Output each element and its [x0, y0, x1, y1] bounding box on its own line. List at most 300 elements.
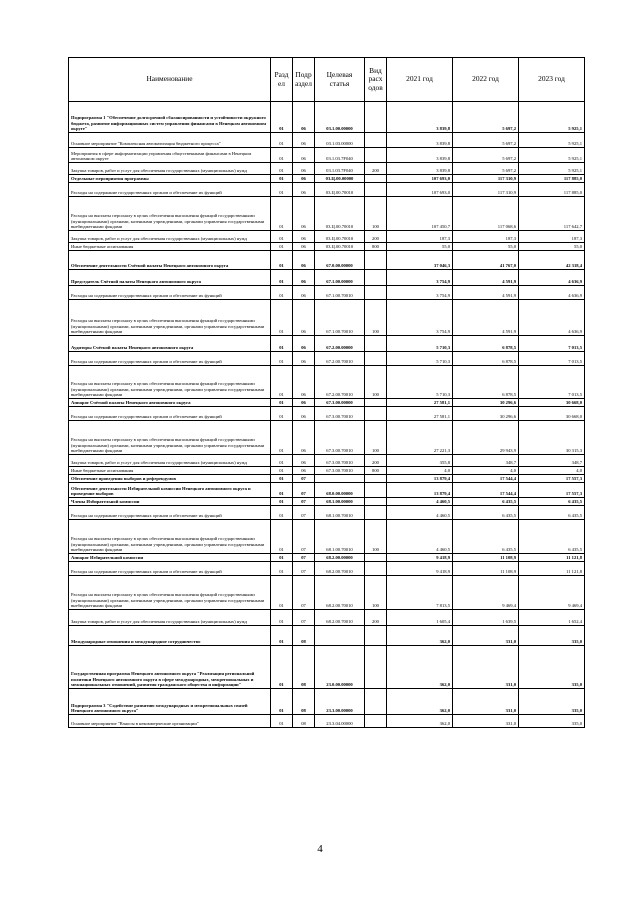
cell-name: Международные отношения и международное сотрудничество — [69, 626, 271, 646]
cell-subsection: 07 — [293, 498, 315, 506]
cell-subsection: 06 — [293, 421, 315, 455]
cell-subsection: 06 — [293, 197, 315, 231]
cell-name: Закупка товаров, работ и услуг для обеспечения государственных (муниципальных) нужд — [69, 610, 271, 626]
cell-2021: 187,3 — [387, 231, 453, 243]
table-row — [69, 197, 585, 231]
cell-2022: 4 591,9 — [453, 270, 519, 286]
cell-2023: 335,0 — [519, 715, 585, 728]
header-2022: 2022 год — [453, 58, 519, 102]
cell-expense-type — [365, 352, 387, 366]
cell-expense-type: 200 — [365, 455, 387, 467]
table-row — [69, 689, 585, 715]
cell-section: 01 — [271, 455, 293, 467]
cell-expense-type — [365, 102, 387, 133]
cell-section: 01 — [271, 270, 293, 286]
cell-name: Расходы на выплаты персоналу в целях обеспечения выполнения функций государственными (муниципальными) органами, казенными учреждениями, органами управления государственными внебюджетными фондами — [69, 520, 271, 554]
cell-name: Расходы на выплаты персоналу в целях обеспечения выполнения функций государственными (муниципальными) органами, казенными учреждениями, органами управления государственными внебюджетными фондами — [69, 366, 271, 399]
table-row — [69, 562, 585, 576]
cell-2021: 107 693,0 — [387, 183, 453, 197]
cell-2022: 5 697,2 — [453, 148, 519, 163]
cell-target-article: 23.3.04.00000 — [315, 715, 365, 728]
cell-2022: 17 544,4 — [453, 475, 519, 483]
cell-section: 01 — [271, 251, 293, 270]
cell-target-article: 03.Ц.00.70010 — [315, 183, 365, 197]
cell-2021: 3 839,8 — [387, 148, 453, 163]
cell-2023: 30 315,3 — [519, 421, 585, 455]
cell-subsection: 07 — [293, 475, 315, 483]
cell-2022: 117 068,6 — [453, 197, 519, 231]
cell-target-article — [315, 475, 365, 483]
cell-subsection: 06 — [293, 336, 315, 352]
cell-name: Закупка товаров, работ и услуг для обеспечения государственных (муниципальных) нужд — [69, 231, 271, 243]
cell-section: 01 — [271, 336, 293, 352]
cell-2022: 6 878,5 — [453, 336, 519, 352]
cell-expense-type — [365, 562, 387, 576]
cell-name: Расходы на содержание государственных органов и обеспечение их функций — [69, 352, 271, 366]
table-row — [69, 133, 585, 148]
table-row — [69, 626, 585, 646]
cell-2023: 5 925,1 — [519, 133, 585, 148]
table-header-row — [69, 58, 585, 102]
cell-section: 01 — [271, 506, 293, 520]
table-row — [69, 455, 585, 467]
cell-target-article: 67.3.00.00000 — [315, 399, 365, 407]
cell-target-article: 67.3.00.70010 — [315, 455, 365, 467]
cell-2022: 5 697,2 — [453, 102, 519, 133]
cell-expense-type — [365, 498, 387, 506]
cell-expense-type — [365, 407, 387, 421]
cell-2022: 41 767,0 — [453, 251, 519, 270]
cell-name: Основное мероприятие "Взносы в некоммерческие организации" — [69, 715, 271, 728]
cell-2022: 4 591,9 — [453, 300, 519, 336]
header-2021: 2021 год — [387, 58, 453, 102]
table-row — [69, 336, 585, 352]
cell-2022: 9 469,4 — [453, 576, 519, 610]
cell-target-article: 23.3.00.00000 — [315, 689, 365, 715]
table-row — [69, 498, 585, 506]
cell-target-article: 67.1.00.70010 — [315, 286, 365, 300]
cell-expense-type: 800 — [365, 467, 387, 475]
cell-subsection: 06 — [293, 407, 315, 421]
cell-2022: 117 310,9 — [453, 183, 519, 197]
cell-subsection: 06 — [293, 399, 315, 407]
cell-2022: 4,0 — [453, 467, 519, 475]
cell-subsection: 06 — [293, 467, 315, 475]
cell-subsection: 06 — [293, 102, 315, 133]
cell-2021: 27 221,3 — [387, 421, 453, 455]
table-row — [69, 163, 585, 175]
cell-2022: 29 943,9 — [453, 421, 519, 455]
table-row — [69, 148, 585, 163]
cell-2022: 5 697,2 — [453, 163, 519, 175]
cell-target-article: 68.2.00.00000 — [315, 554, 365, 562]
cell-subsection: 07 — [293, 520, 315, 554]
cell-subsection: 07 — [293, 562, 315, 576]
cell-2021: 5 710,3 — [387, 336, 453, 352]
cell-name: Государственная программа Ненецкого автономного округа "Реализация региональной политики Ненецкого автономного округа в сфере международных, межрегиональных и межнациональных отношений, развития гражданского общества и информации" — [69, 646, 271, 689]
cell-2022: 55,0 — [453, 243, 519, 251]
cell-2022: 331,0 — [453, 626, 519, 646]
cell-2023: 6 435,5 — [519, 498, 585, 506]
cell-2021: 4 460,5 — [387, 520, 453, 554]
cell-expense-type — [365, 183, 387, 197]
cell-subsection: 07 — [293, 610, 315, 626]
table-row — [69, 506, 585, 520]
cell-target-article: 67.2.00.70010 — [315, 352, 365, 366]
cell-section: 01 — [271, 183, 293, 197]
cell-2023: 1 652,4 — [519, 610, 585, 626]
cell-subsection: 08 — [293, 689, 315, 715]
cell-target-article: 03.Ц.00.70010 — [315, 231, 365, 243]
cell-name: Подпрограмма 1 "Обеспечение долгосрочной сбалансированности и устойчивости окружного бюджета, развитие информационных систем управления финансами в Ненецком автономном округе" — [69, 102, 271, 133]
cell-2021: 362,0 — [387, 689, 453, 715]
cell-section: 01 — [271, 421, 293, 455]
cell-section: 01 — [271, 197, 293, 231]
cell-name: Подпрограмма 3 "Содействие развитию международных и межрегиональных связей Ненецкого автономного округа" — [69, 689, 271, 715]
cell-target-article: 03.1.03.7F040 — [315, 148, 365, 163]
header-target-article: Целевая статья — [315, 58, 365, 102]
cell-target-article: 68.1.00.70010 — [315, 506, 365, 520]
cell-2021: 3 839,8 — [387, 133, 453, 148]
cell-2023: 5 925,1 — [519, 148, 585, 163]
cell-target-article: 68.2.00.70010 — [315, 576, 365, 610]
cell-expense-type: 100 — [365, 366, 387, 399]
cell-subsection: 06 — [293, 243, 315, 251]
cell-subsection: 06 — [293, 133, 315, 148]
cell-2022: 6 435,5 — [453, 520, 519, 554]
cell-name: Расходы на содержание государственных органов и обеспечение их функций — [69, 183, 271, 197]
cell-2021: 3 839,8 — [387, 102, 453, 133]
cell-section: 01 — [271, 366, 293, 399]
cell-name: Основное мероприятие "Комплексная автоматизация бюджетного процесса" — [69, 133, 271, 148]
cell-name: Расходы на выплаты персоналу в целях обеспечения выполнения функций государственными (муниципальными) органами, казенными учреждениями, органами управления государственными внебюджетными фондами — [69, 576, 271, 610]
header-name: Наименование — [69, 58, 271, 102]
table-row — [69, 231, 585, 243]
cell-expense-type: 100 — [365, 576, 387, 610]
cell-2021: 362,0 — [387, 626, 453, 646]
table-row — [69, 251, 585, 270]
cell-2022: 331,0 — [453, 715, 519, 728]
page-number: 4 — [317, 843, 323, 855]
cell-section: 01 — [271, 475, 293, 483]
cell-name: Расходы на содержание государственных органов и обеспечение их функций — [69, 407, 271, 421]
cell-name: Закупка товаров, работ и услуг для обеспечения государственных (муниципальных) нужд — [69, 455, 271, 467]
cell-section: 01 — [271, 562, 293, 576]
cell-subsection: 07 — [293, 576, 315, 610]
cell-expense-type — [365, 286, 387, 300]
cell-name: Иные бюджетные ассигнования — [69, 467, 271, 475]
cell-section: 01 — [271, 483, 293, 498]
cell-subsection: 06 — [293, 163, 315, 175]
cell-expense-type: 100 — [365, 300, 387, 336]
cell-2021: 9 418,9 — [387, 562, 453, 576]
header-2023: 2023 год — [519, 58, 585, 102]
cell-expense-type: 100 — [365, 520, 387, 554]
cell-2023: 117 885,0 — [519, 175, 585, 183]
cell-2023: 4,0 — [519, 467, 585, 475]
cell-2023: 6 435,5 — [519, 520, 585, 554]
cell-target-article: 23.0.00.00000 — [315, 646, 365, 689]
cell-target-article: 67.1.00.00000 — [315, 270, 365, 286]
cell-section: 01 — [271, 148, 293, 163]
cell-name: Расходы на выплаты персоналу в целях обеспечения выполнения функций государственными (муниципальными) органами, казенными учреждениями, органами управления государственными внебюджетными фондами — [69, 197, 271, 231]
cell-subsection: 08 — [293, 626, 315, 646]
table-row — [69, 183, 585, 197]
cell-2021: 5 710,3 — [387, 352, 453, 366]
cell-2021: 362,0 — [387, 646, 453, 689]
cell-expense-type — [365, 626, 387, 646]
cell-section: 01 — [271, 133, 293, 148]
cell-subsection: 07 — [293, 483, 315, 498]
cell-section: 01 — [271, 610, 293, 626]
cell-target-article: 03.1.03.00000 — [315, 133, 365, 148]
cell-name: Обеспечение деятельности Избирательной комиссии Ненецкого автономного округа и проведение выборов — [69, 483, 271, 498]
cell-target-article: 67.2.00.70010 — [315, 366, 365, 399]
table-row — [69, 286, 585, 300]
cell-name: Аппарат Счётной палаты Ненецкого автономного округа — [69, 399, 271, 407]
table-body — [69, 102, 585, 728]
cell-2021: 27 581,1 — [387, 399, 453, 407]
table-row — [69, 366, 585, 399]
cell-subsection: 07 — [293, 506, 315, 520]
cell-2021: 355,8 — [387, 455, 453, 467]
cell-target-article: 03.1.00.00000 — [315, 102, 365, 133]
table-row — [69, 407, 585, 421]
cell-section: 01 — [271, 407, 293, 421]
cell-2021: 3 754,9 — [387, 270, 453, 286]
cell-2021: 55,0 — [387, 243, 453, 251]
cell-2023: 55,0 — [519, 243, 585, 251]
cell-subsection: 06 — [293, 231, 315, 243]
cell-2022: 6 435,5 — [453, 506, 519, 520]
cell-expense-type: 800 — [365, 243, 387, 251]
cell-2022: 17 544,4 — [453, 483, 519, 498]
cell-name: Закупка товаров, работ и услуг для обеспечения государственных (муниципальных) нужд — [69, 163, 271, 175]
cell-2023: 7 013,5 — [519, 366, 585, 399]
cell-expense-type — [365, 646, 387, 689]
cell-target-article: 03.Ц.00.70010 — [315, 197, 365, 231]
cell-subsection: 06 — [293, 366, 315, 399]
cell-section: 01 — [271, 715, 293, 728]
cell-expense-type — [365, 270, 387, 286]
cell-name: Иные бюджетные ассигнования — [69, 243, 271, 251]
table-row — [69, 475, 585, 483]
cell-2022: 331,0 — [453, 689, 519, 715]
cell-section: 01 — [271, 243, 293, 251]
cell-name: Отдельные мероприятия программы — [69, 175, 271, 183]
cell-2021: 3 754,9 — [387, 300, 453, 336]
cell-2023: 335,0 — [519, 646, 585, 689]
cell-expense-type: 200 — [365, 231, 387, 243]
cell-2021: 13 879,4 — [387, 483, 453, 498]
cell-target-article: 67.3.00.70010 — [315, 421, 365, 455]
cell-section: 01 — [271, 399, 293, 407]
cell-expense-type — [365, 483, 387, 498]
table-row — [69, 102, 585, 133]
cell-2023: 17 557,3 — [519, 483, 585, 498]
cell-expense-type — [365, 336, 387, 352]
cell-2022: 6 878,5 — [453, 352, 519, 366]
cell-2021: 362,0 — [387, 715, 453, 728]
cell-section: 01 — [271, 175, 293, 183]
cell-name: Обеспечение проведения выборов и референдумов — [69, 475, 271, 483]
cell-2023: 117 885,0 — [519, 183, 585, 197]
cell-2022: 331,0 — [453, 646, 519, 689]
cell-subsection: 06 — [293, 175, 315, 183]
table-row — [69, 715, 585, 728]
cell-subsection: 06 — [293, 251, 315, 270]
cell-section: 01 — [271, 520, 293, 554]
cell-name: Председатель Счётной палаты Ненецкого автономного округа — [69, 270, 271, 286]
cell-name: Расходы на выплаты персоналу в целях обеспечения выполнения функций государственными (муниципальными) органами, казенными учреждениями, органами управления государственными внебюджетными фондами — [69, 421, 271, 455]
header-expense-type: Вид расх одов — [365, 58, 387, 102]
header-subsection: Подр аздел — [293, 58, 315, 102]
cell-2021: 7 813,5 — [387, 576, 453, 610]
cell-2023: 335,0 — [519, 689, 585, 715]
cell-expense-type — [365, 251, 387, 270]
table-row — [69, 520, 585, 554]
cell-2023: 4 636,9 — [519, 270, 585, 286]
cell-2022: 11 108,9 — [453, 562, 519, 576]
cell-2021: 3 754,9 — [387, 286, 453, 300]
cell-2023: 17 557,3 — [519, 475, 585, 483]
cell-section: 01 — [271, 352, 293, 366]
cell-2023: 6 435,5 — [519, 506, 585, 520]
cell-expense-type — [365, 175, 387, 183]
cell-2022: 348,7 — [453, 455, 519, 467]
cell-section: 01 — [271, 498, 293, 506]
cell-name: Обеспечение деятельности Счётной палаты Ненецкого автономного округа — [69, 251, 271, 270]
cell-target-article: 67.3.00.70010 — [315, 467, 365, 475]
cell-target-article — [315, 626, 365, 646]
cell-expense-type — [365, 715, 387, 728]
cell-section: 01 — [271, 689, 293, 715]
cell-expense-type — [365, 506, 387, 520]
cell-2023: 5 925,1 — [519, 163, 585, 175]
cell-2023: 11 121,8 — [519, 554, 585, 562]
cell-target-article: 68.1.00.00000 — [315, 498, 365, 506]
cell-target-article: 03.1.03.7F040 — [315, 163, 365, 175]
cell-section: 01 — [271, 554, 293, 562]
cell-target-article: 67.3.00.70010 — [315, 407, 365, 421]
table-row — [69, 646, 585, 689]
cell-subsection: 06 — [293, 183, 315, 197]
cell-2022: 117 310,9 — [453, 175, 519, 183]
cell-section: 01 — [271, 300, 293, 336]
cell-2021: 27 581,1 — [387, 407, 453, 421]
cell-name: Расходы на выплаты персоналу в целях обеспечения выполнения функций государственными (муниципальными) органами, казенными учреждениями, органами управления государственными внебюджетными фондами — [69, 300, 271, 336]
cell-2023: 7 013,5 — [519, 336, 585, 352]
cell-2022: 4 591,9 — [453, 286, 519, 300]
table-row — [69, 554, 585, 562]
cell-2021: 4 460,5 — [387, 506, 453, 520]
cell-2021: 107 450,7 — [387, 197, 453, 231]
cell-2023: 30 668,0 — [519, 407, 585, 421]
cell-expense-type — [365, 554, 387, 562]
cell-section: 01 — [271, 231, 293, 243]
cell-section: 01 — [271, 626, 293, 646]
cell-name: Расходы на содержание государственных органов и обеспечение их функций — [69, 506, 271, 520]
table-row — [69, 610, 585, 626]
cell-2021: 1 605,4 — [387, 610, 453, 626]
cell-subsection: 08 — [293, 715, 315, 728]
cell-2023: 4 636,9 — [519, 286, 585, 300]
table-row — [69, 243, 585, 251]
cell-section: 01 — [271, 576, 293, 610]
cell-2023: 42 318,4 — [519, 251, 585, 270]
cell-target-article: 03.Ц.00.70010 — [315, 243, 365, 251]
cell-name: Аппарат Избирательной комиссии — [69, 554, 271, 562]
cell-2021: 9 418,9 — [387, 554, 453, 562]
cell-2023: 187,3 — [519, 231, 585, 243]
cell-section: 01 — [271, 286, 293, 300]
cell-target-article: 68.1.00.70010 — [315, 520, 365, 554]
cell-subsection: 06 — [293, 270, 315, 286]
cell-2022: 30 296,6 — [453, 407, 519, 421]
cell-target-article: 68.0.00.00000 — [315, 483, 365, 498]
cell-2021: 5 710,3 — [387, 366, 453, 399]
cell-2022: 5 697,2 — [453, 133, 519, 148]
cell-2022: 6 435,5 — [453, 498, 519, 506]
cell-2023: 4 636,9 — [519, 300, 585, 336]
cell-subsection: 06 — [293, 148, 315, 163]
cell-name: Члены Избирательной комиссии — [69, 498, 271, 506]
cell-expense-type: 100 — [365, 197, 387, 231]
cell-expense-type: 200 — [365, 610, 387, 626]
table-row — [69, 576, 585, 610]
cell-subsection: 08 — [293, 646, 315, 689]
cell-target-article: 03.Ц.00.00000 — [315, 175, 365, 183]
cell-2022: 187,3 — [453, 231, 519, 243]
cell-2022: 1 639,5 — [453, 610, 519, 626]
cell-2023: 7 013,5 — [519, 352, 585, 366]
cell-name: Расходы на содержание государственных органов и обеспечение их функций — [69, 562, 271, 576]
cell-expense-type: 200 — [365, 163, 387, 175]
cell-2023: 30 668,0 — [519, 399, 585, 407]
cell-2022: 11 108,9 — [453, 554, 519, 562]
table-row — [69, 300, 585, 336]
cell-2021: 13 879,4 — [387, 475, 453, 483]
cell-2023: 335,0 — [519, 626, 585, 646]
cell-subsection: 06 — [293, 286, 315, 300]
cell-2021: 37 046,3 — [387, 251, 453, 270]
cell-section: 01 — [271, 102, 293, 133]
budget-table — [68, 57, 585, 728]
table-row — [69, 175, 585, 183]
cell-2023: 117 642,7 — [519, 197, 585, 231]
cell-subsection: 06 — [293, 300, 315, 336]
cell-expense-type — [365, 133, 387, 148]
table-row — [69, 352, 585, 366]
cell-2023: 9 469,4 — [519, 576, 585, 610]
cell-2021: 107 693,0 — [387, 175, 453, 183]
cell-2023: 348,7 — [519, 455, 585, 467]
cell-subsection: 07 — [293, 554, 315, 562]
cell-target-article: 67.2.00.00000 — [315, 336, 365, 352]
cell-target-article: 68.2.00.70010 — [315, 610, 365, 626]
cell-2023: 11 121,8 — [519, 562, 585, 576]
cell-subsection: 06 — [293, 352, 315, 366]
cell-2021: 4,0 — [387, 467, 453, 475]
table-row — [69, 483, 585, 498]
table-row — [69, 399, 585, 407]
table-row — [69, 270, 585, 286]
cell-section: 01 — [271, 467, 293, 475]
cell-expense-type — [365, 399, 387, 407]
cell-section: 01 — [271, 646, 293, 689]
cell-target-article: 67.1.00.70010 — [315, 300, 365, 336]
cell-expense-type: 100 — [365, 421, 387, 455]
